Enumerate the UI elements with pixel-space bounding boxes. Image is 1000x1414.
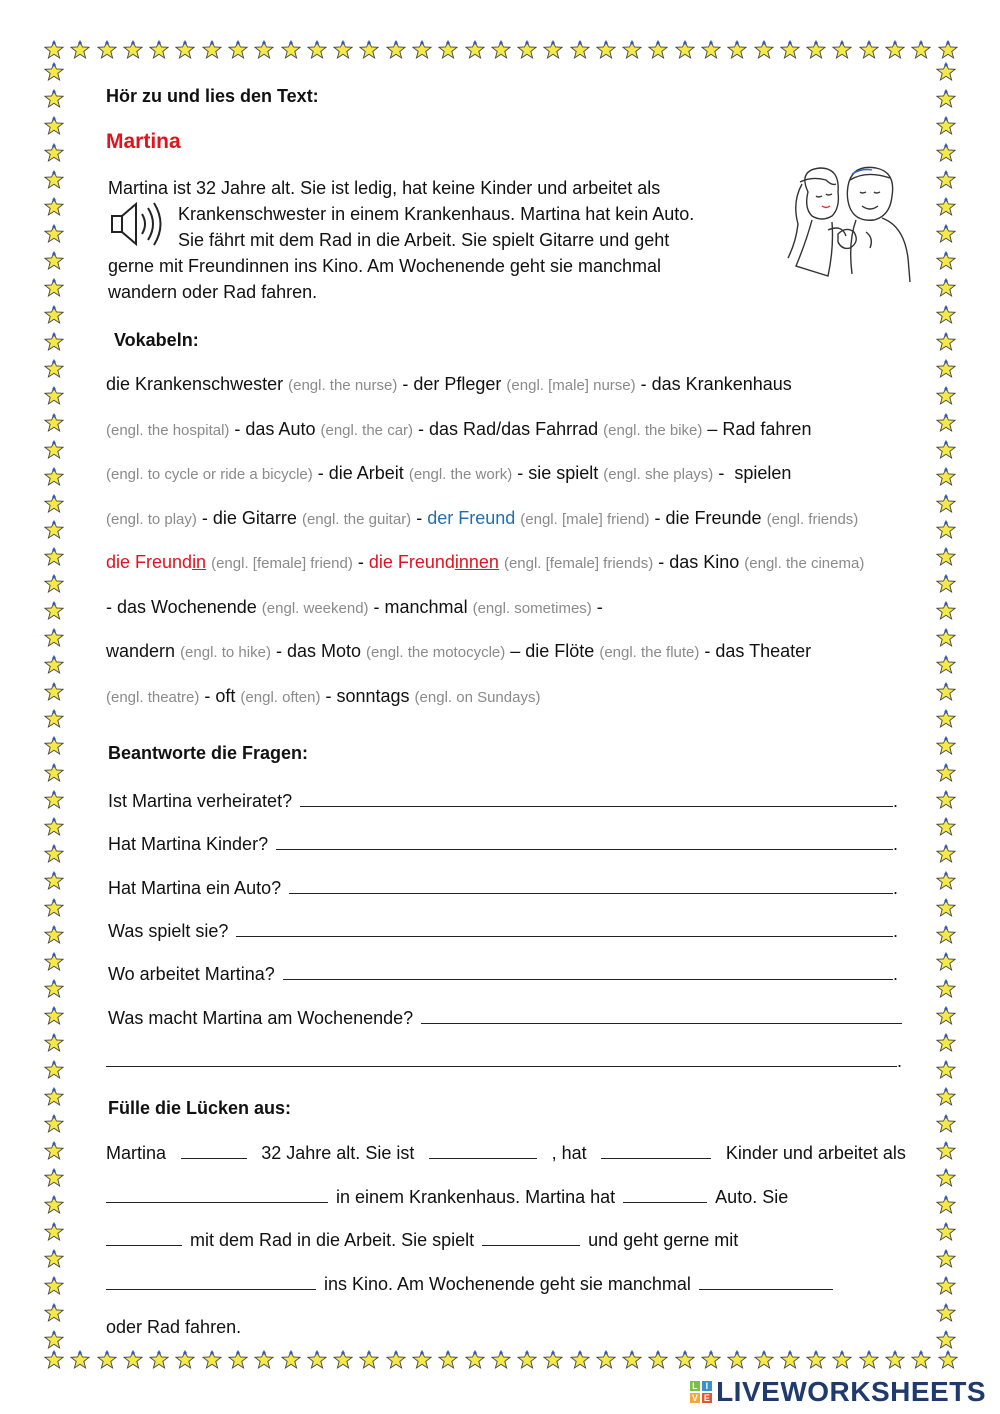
question-row: Wo arbeitet Martina? . <box>108 964 898 984</box>
gap-blank[interactable] <box>429 1144 537 1159</box>
vocab-translation: (engl. the flute) <box>599 644 700 661</box>
border-star-icon <box>936 494 956 514</box>
vocab-item: die Freunde <box>665 507 762 528</box>
border-star-icon <box>44 1330 64 1350</box>
border-star-icon <box>832 1350 852 1370</box>
border-star-icon <box>570 40 590 60</box>
border-star-icon <box>202 40 222 60</box>
border-star-icon <box>936 520 956 540</box>
gap-blank[interactable] <box>106 1275 316 1290</box>
border-star-icon <box>44 440 64 460</box>
border-star-icon <box>44 386 64 406</box>
border-star-icon <box>44 40 64 60</box>
border-star-icon <box>936 1249 956 1269</box>
border-star-icon <box>97 1350 117 1370</box>
border-star-icon <box>936 440 956 460</box>
border-star-icon <box>97 40 117 60</box>
border-star-icon <box>44 305 64 325</box>
vocab-translation: (engl. the motocycle) <box>366 644 506 661</box>
vocab-item: das Kino <box>669 552 740 572</box>
border-star-icon <box>938 1350 958 1370</box>
answer-line[interactable] <box>421 1022 902 1024</box>
border-star-icon <box>44 844 64 864</box>
gap-blank[interactable] <box>623 1188 707 1203</box>
border-star-icon <box>936 547 956 567</box>
border-star-icon <box>936 89 956 109</box>
border-star-icon <box>149 40 169 60</box>
border-star-icon <box>754 1350 774 1370</box>
border-star-icon <box>44 143 64 163</box>
border-star-icon <box>491 1350 511 1370</box>
vocab-list: die Krankenschwester (engl. the nurse) - der Pfleger (engl. [male] nurse) - das Krankenhaus (engl. the hospital) - das Auto (engl. the car) - das Rad/das Fahrrad (engl. the bike) – Rad fahren (engl. to cycle or ride a bicycle) - die Arbeit (engl. the work) - sie spielt (engl. she plays) - spielen (engl. to play) - die Gitarre (engl. the guitar) - der Freund (engl. [male] friend) - die Freunde (engl. friends) die Freundin (engl. [female] friend) - die Freundinnen (engl. [female] friends) - das Kino (engl. the cinema) - das Wochenende (engl. weekend) - manchmal (engl. sometimes) - wandern (engl. to hike) - das Moto (engl. the motocycle) – die Flöte (engl. the flute) - das Theater (engl. theatre) - oft (engl. often) - sonntags (engl. on Sundays) <box>106 374 865 706</box>
border-star-icon <box>517 40 537 60</box>
border-star-icon <box>44 520 64 540</box>
border-left <box>44 62 68 1350</box>
border-star-icon <box>911 40 931 60</box>
border-star-icon <box>44 1006 64 1026</box>
border-star-icon <box>936 1303 956 1323</box>
border-star-icon <box>412 40 432 60</box>
vocab-item: das Moto <box>286 641 361 661</box>
border-star-icon <box>333 1350 353 1370</box>
border-star-icon <box>936 332 956 352</box>
border-star-icon <box>701 1350 721 1370</box>
border-star-icon <box>123 40 143 60</box>
border-right <box>936 62 960 1350</box>
border-star-icon <box>936 1033 956 1053</box>
border-top <box>44 40 958 66</box>
border-star-icon <box>123 1350 143 1370</box>
border-star-icon <box>44 736 64 756</box>
border-star-icon <box>44 682 64 702</box>
border-star-icon <box>936 1276 956 1296</box>
border-star-icon <box>44 925 64 945</box>
border-star-icon <box>228 40 248 60</box>
gap-blank[interactable] <box>601 1144 711 1159</box>
vocab-translation: (engl. the work) <box>408 466 513 483</box>
gap-blank[interactable] <box>106 1188 328 1203</box>
border-star-icon <box>44 116 64 136</box>
question-row: Was macht Martina am Wochenende? <box>108 1003 902 1029</box>
gaps-heading: Fülle die Lücken aus: <box>108 1098 292 1118</box>
question-row: Ist Martina verheiratet? . <box>108 791 898 811</box>
border-star-icon <box>44 278 64 298</box>
logo-mark-icon: L I V E <box>691 1381 711 1403</box>
border-star-icon <box>936 763 956 783</box>
border-star-icon <box>44 359 64 379</box>
border-star-icon <box>44 1114 64 1134</box>
question-row-continuation: . <box>106 1046 902 1072</box>
vocab-translation: (engl. the hospital) <box>106 421 230 439</box>
vocab-item: die Arbeit <box>328 463 404 483</box>
vocab-translation: (engl. friends) <box>766 510 859 528</box>
vocab-translation: (engl. theatre) <box>106 688 200 706</box>
border-star-icon <box>936 305 956 325</box>
border-star-icon <box>754 40 774 60</box>
vocab-item: das Theater <box>715 641 812 661</box>
question-row: Hat Martina Kinder? . <box>108 834 898 854</box>
vocab-item: das Auto <box>245 418 316 439</box>
vocab-item: wandern <box>106 641 176 661</box>
border-star-icon <box>936 413 956 433</box>
border-star-icon <box>44 494 64 514</box>
border-star-icon <box>44 898 64 918</box>
border-star-icon <box>570 1350 590 1370</box>
border-star-icon <box>70 40 90 60</box>
border-star-icon <box>44 1276 64 1296</box>
vocab-heading: Vokabeln: <box>114 330 199 350</box>
vocab-item-male-friend: der Freund <box>427 507 516 528</box>
vocab-item: der Pfleger <box>413 374 502 394</box>
border-star-icon <box>622 1350 642 1370</box>
vocab-translation: (engl. the cinema) <box>744 555 865 572</box>
border-star-icon <box>307 1350 327 1370</box>
border-star-icon <box>780 1350 800 1370</box>
vocab-translation: (engl. the bike) <box>603 421 703 439</box>
question-row: Hat Martina ein Auto? . <box>108 878 898 898</box>
border-star-icon <box>936 386 956 406</box>
border-star-icon <box>70 1350 90 1370</box>
border-star-icon <box>936 224 956 244</box>
border-star-icon <box>438 40 458 60</box>
border-star-icon <box>936 62 956 82</box>
vocab-translation: (engl. to cycle or ride a bicycle) <box>106 466 313 483</box>
border-star-icon <box>44 332 64 352</box>
vocab-translation: (engl. weekend) <box>261 599 369 617</box>
border-star-icon <box>517 1350 537 1370</box>
story-line-3: Sie fährt mit dem Rad in die Arbeit. Sie spielt Gitarre und geht <box>178 230 670 250</box>
border-star-icon <box>307 40 327 60</box>
vocab-item: die Krankenschwester <box>106 374 284 394</box>
border-star-icon <box>412 1350 432 1370</box>
border-star-icon <box>44 1087 64 1107</box>
border-star-icon <box>936 844 956 864</box>
border-star-icon <box>936 1006 956 1026</box>
vocab-translation: (engl. [male] friend) <box>520 510 650 528</box>
border-star-icon <box>780 40 800 60</box>
border-star-icon <box>465 40 485 60</box>
border-star-icon <box>438 1350 458 1370</box>
vocab-item: sie spielt <box>528 463 599 483</box>
gap-blank[interactable] <box>482 1231 580 1246</box>
border-star-icon <box>727 1350 747 1370</box>
border-star-icon <box>936 601 956 621</box>
vocab-item-female-friend: die Freundin <box>106 552 207 572</box>
border-star-icon <box>936 898 956 918</box>
border-star-icon <box>806 40 826 60</box>
vocab-translation: (engl. to play) <box>106 510 197 528</box>
border-star-icon <box>44 413 64 433</box>
story-line-1: Martina ist 32 Jahre alt. Sie ist ledig, hat keine Kinder und arbeitet als <box>108 178 661 198</box>
border-star-icon <box>44 547 64 567</box>
border-star-icon <box>44 817 64 837</box>
gap-blank[interactable] <box>699 1275 833 1290</box>
border-star-icon <box>911 1350 931 1370</box>
border-star-icon <box>936 1087 956 1107</box>
border-star-icon <box>936 1330 956 1350</box>
border-star-icon <box>175 1350 195 1370</box>
border-star-icon <box>543 40 563 60</box>
border-star-icon <box>936 952 956 972</box>
border-star-icon <box>44 170 64 190</box>
vocab-item: Rad fahren <box>722 418 812 439</box>
border-star-icon <box>228 1350 248 1370</box>
vocab-translation: (engl. the guitar) <box>301 510 412 528</box>
border-star-icon <box>44 1195 64 1215</box>
border-star-icon <box>44 763 64 783</box>
border-star-icon <box>44 1141 64 1161</box>
story-line-2: Krankenschwester in einem Krankenhaus. Martina hat kein Auto. <box>178 204 695 224</box>
border-star-icon <box>254 1350 274 1370</box>
border-star-icon <box>44 251 64 271</box>
page-title: Martina <box>106 130 181 153</box>
brand-name: LIVEWORKSHEETS <box>716 1376 986 1407</box>
border-star-icon <box>622 40 642 60</box>
border-star-icon <box>281 1350 301 1370</box>
border-star-icon <box>386 1350 406 1370</box>
vocab-translation: (engl. to hike) <box>180 644 271 661</box>
border-star-icon <box>44 467 64 487</box>
border-star-icon <box>386 40 406 60</box>
border-star-icon <box>936 979 956 999</box>
border-star-icon <box>44 62 64 82</box>
border-star-icon <box>281 40 301 60</box>
border-star-icon <box>701 40 721 60</box>
border-star-icon <box>936 278 956 298</box>
border-star-icon <box>254 40 274 60</box>
border-star-icon <box>648 1350 668 1370</box>
border-star-icon <box>175 40 195 60</box>
vocab-translation: (engl. sometimes) <box>472 599 592 617</box>
border-star-icon <box>936 817 956 837</box>
vocab-item: sonntags <box>336 685 410 706</box>
answer-line[interactable] <box>276 848 893 850</box>
question-row: Was spielt sie? . <box>108 921 898 941</box>
border-star-icon <box>936 143 956 163</box>
border-star-icon <box>936 871 956 891</box>
border-star-icon <box>44 89 64 109</box>
questions-heading: Beantworte die Fragen: <box>108 743 309 763</box>
border-star-icon <box>44 1249 64 1269</box>
border-star-icon <box>936 628 956 648</box>
border-star-icon <box>936 655 956 675</box>
border-star-icon <box>936 1222 956 1242</box>
border-star-icon <box>44 790 64 810</box>
vocab-item: oft <box>215 685 236 706</box>
border-star-icon <box>727 40 747 60</box>
answer-line[interactable] <box>289 892 893 894</box>
border-star-icon <box>936 790 956 810</box>
border-star-icon <box>936 1195 956 1215</box>
border-star-icon <box>936 467 956 487</box>
border-star-icon <box>359 1350 379 1370</box>
couple-illustration <box>782 162 912 286</box>
vocab-item: spielen <box>734 463 792 483</box>
border-star-icon <box>936 1141 956 1161</box>
border-star-icon <box>44 979 64 999</box>
border-star-icon <box>44 224 64 244</box>
border-star-icon <box>44 1303 64 1323</box>
border-star-icon <box>936 925 956 945</box>
border-star-icon <box>936 116 956 136</box>
border-star-icon <box>333 40 353 60</box>
border-star-icon <box>675 1350 695 1370</box>
border-star-icon <box>491 40 511 60</box>
border-star-icon <box>885 1350 905 1370</box>
border-star-icon <box>44 1033 64 1053</box>
border-star-icon <box>936 1168 956 1188</box>
vocab-translation: (engl. the car) <box>320 421 414 439</box>
vocab-item: manchmal <box>384 596 468 617</box>
border-star-icon <box>359 40 379 60</box>
border-star-icon <box>936 170 956 190</box>
answer-line[interactable] <box>106 1065 897 1067</box>
border-star-icon <box>806 1350 826 1370</box>
story-line-5: wandern oder Rad fahren. <box>108 282 318 302</box>
border-star-icon <box>44 601 64 621</box>
border-star-icon <box>44 871 64 891</box>
border-star-icon <box>202 1350 222 1370</box>
vocab-item-female-friends: die Freundinnen <box>368 552 499 572</box>
border-star-icon <box>543 1350 563 1370</box>
border-star-icon <box>936 359 956 379</box>
border-star-icon <box>885 40 905 60</box>
border-star-icon <box>44 1350 64 1370</box>
vocab-translation: (engl. [female] friend) <box>211 555 353 572</box>
vocab-translation: (engl. [female] friends) <box>503 555 654 572</box>
vocab-item: das Rad/das Fahrrad <box>429 418 599 439</box>
border-star-icon <box>936 574 956 594</box>
border-star-icon <box>936 1114 956 1134</box>
border-star-icon <box>44 1222 64 1242</box>
story-line-4: gerne mit Freundinnen ins Kino. Am Wochenende geht sie manchmal <box>108 256 661 276</box>
vocab-translation: (engl. she plays) <box>603 466 714 483</box>
border-star-icon <box>44 197 64 217</box>
border-star-icon <box>44 1168 64 1188</box>
border-star-icon <box>936 251 956 271</box>
border-bottom <box>44 1350 958 1376</box>
border-star-icon <box>832 40 852 60</box>
border-star-icon <box>936 1060 956 1080</box>
vocab-item: das Wochenende <box>117 596 257 617</box>
border-star-icon <box>675 40 695 60</box>
border-star-icon <box>44 1060 64 1080</box>
vocab-translation: (engl. often) <box>240 688 321 706</box>
speaker-icon[interactable] <box>110 200 168 248</box>
vocab-translation: (engl. on Sundays) <box>414 688 541 706</box>
answer-line[interactable] <box>236 935 893 937</box>
vocab-translation: (engl. [male] nurse) <box>506 377 636 394</box>
border-star-icon <box>648 40 668 60</box>
gap-text: Martina 32 Jahre alt. Sie ist , hat Kinder und arbeitet als in einem Krankenhaus. Martina hat Auto. Sie mit dem Rad in die Arbeit. Sie spielt und geht gerne mit ins Kino. Am Wochenende geht sie manchmal oder Rad fahren. <box>106 1143 906 1337</box>
vocab-item: die Flöte <box>525 641 595 661</box>
border-star-icon <box>596 1350 616 1370</box>
border-star-icon <box>859 1350 879 1370</box>
gap-blank[interactable] <box>181 1144 247 1159</box>
vocab-translation: (engl. the nurse) <box>288 377 398 394</box>
border-star-icon <box>149 1350 169 1370</box>
border-star-icon <box>936 709 956 729</box>
border-star-icon <box>44 655 64 675</box>
border-star-icon <box>936 197 956 217</box>
border-star-icon <box>44 709 64 729</box>
border-star-icon <box>859 40 879 60</box>
answer-line[interactable] <box>300 805 893 807</box>
border-star-icon <box>936 682 956 702</box>
border-star-icon <box>465 1350 485 1370</box>
vocab-item: das Krankenhaus <box>651 374 792 394</box>
border-star-icon <box>596 40 616 60</box>
answer-line[interactable] <box>283 978 893 980</box>
heading-listen: Hör zu und lies den Text: <box>106 86 319 106</box>
liveworksheets-logo[interactable] <box>690 1376 986 1408</box>
border-star-icon <box>44 574 64 594</box>
border-star-icon <box>44 952 64 972</box>
gap-blank[interactable] <box>106 1231 182 1246</box>
border-star-icon <box>44 628 64 648</box>
border-star-icon <box>936 736 956 756</box>
border-star-icon <box>938 40 958 60</box>
vocab-item: die Gitarre <box>212 507 297 528</box>
